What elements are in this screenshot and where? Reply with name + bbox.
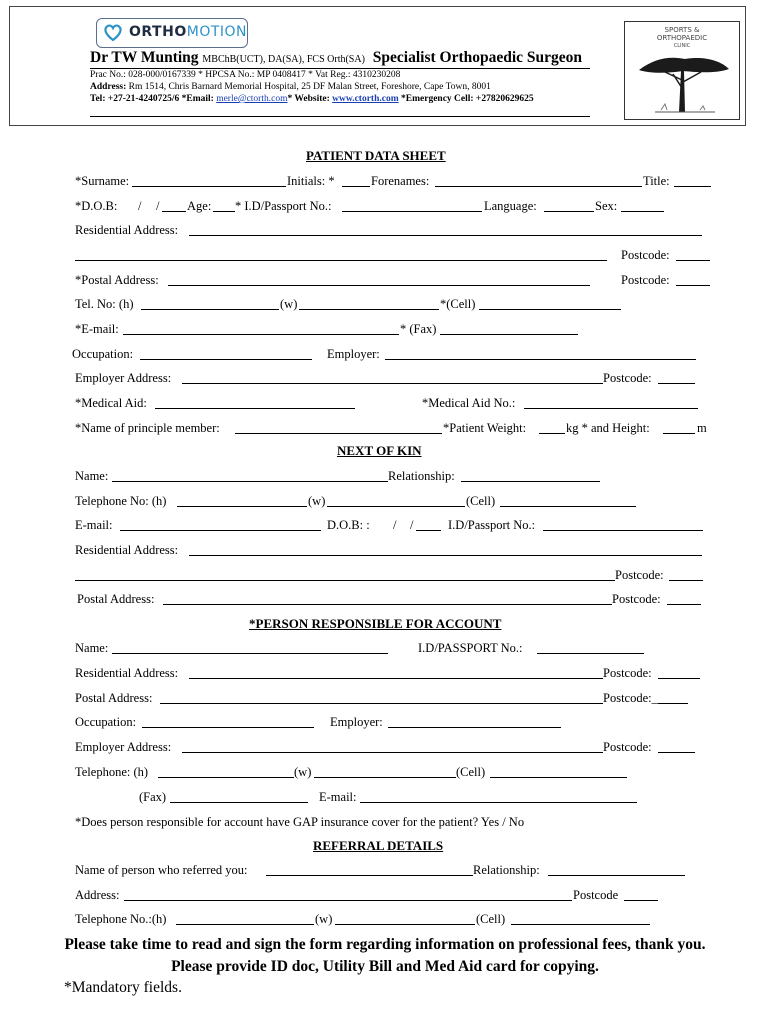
doctor-specialty: Specialist Orthopaedic Surgeon (372, 49, 583, 66)
cell-label: *(Cell) (440, 297, 476, 311)
nok-name-label: Name: (75, 469, 109, 483)
dob-year-field[interactable] (162, 211, 186, 212)
residential-address-field[interactable] (189, 235, 702, 236)
postal-postcode-label: Postcode: (621, 273, 670, 287)
tel-work-label: (w) (280, 297, 298, 311)
referrer-name-label: Name of person who referred you: (75, 863, 248, 877)
nok-residential-address-field-2[interactable] (75, 580, 615, 581)
forenames-field[interactable] (435, 186, 642, 187)
doctor-qualifications: MBChB(UCT), DA(SA), FCS Orth(SA) (202, 54, 365, 65)
resp-email-field[interactable] (360, 802, 637, 803)
postal-postcode-field[interactable] (676, 285, 710, 286)
book-title-line-3: CLINIC (673, 43, 691, 49)
referrer-relationship-label: Relationship: (473, 863, 540, 877)
email-field[interactable] (123, 334, 399, 335)
address-value: Rm 1514, Chris Barnard Memorial Hospital, 25 DF Malan Street, Foreshore, Cape Town, 8001 (128, 82, 491, 92)
responsible-section-title: *PERSON RESPONSIBLE FOR ACCOUNT (249, 616, 502, 631)
initials-field[interactable] (342, 186, 370, 187)
mandatory-fields-note: *Mandatory fields. (64, 979, 182, 996)
language-label: Language: (484, 199, 537, 213)
employer-postcode-label: Postcode: (603, 371, 652, 385)
referrer-tel-work-field[interactable] (335, 924, 475, 925)
nok-id-passport-label: I.D/Passport No.: (448, 518, 536, 532)
resp-postal-postcode-field[interactable] (658, 703, 688, 704)
resp-id-passport-label: I.D/PASSPORT No.: (418, 641, 523, 655)
referrer-postcode-field[interactable] (624, 900, 658, 901)
tel-label: Tel: (90, 94, 106, 104)
resp-employer-postcode-label: Postcode: (603, 740, 652, 754)
referrer-address-field[interactable] (124, 900, 572, 901)
nok-postal-address-label: Postal Address: (77, 592, 155, 606)
nok-dob-separator-1: / (393, 518, 397, 532)
contact-line (90, 94, 534, 104)
nok-dob-separator-2: / (410, 518, 414, 532)
referrer-tel-home-label: Telephone No.:(h) (75, 912, 167, 926)
emergency-cell: *Emergency Cell: +27820629625 (401, 94, 534, 104)
resp-name-label: Name: (75, 641, 109, 655)
registration-line: Prac No.: 028-000/0167339 * HPCSA No.: MP 0408417 * Vat Reg.: 4310230208 (90, 70, 401, 80)
resp-employer-field[interactable] (388, 727, 561, 728)
fax-field[interactable] (440, 334, 578, 335)
nok-dob-year-field[interactable] (416, 530, 441, 531)
cell-field[interactable] (479, 309, 621, 310)
age-field[interactable] (213, 211, 235, 212)
resp-tel-work-field[interactable] (314, 777, 456, 778)
acacia-tree-icon (625, 22, 739, 119)
initials-label: Initials: * (287, 174, 335, 188)
referrer-address-label: Address: (75, 888, 120, 902)
website-link[interactable]: www.ctorth.com (332, 94, 399, 104)
email-label: *Email: (181, 94, 214, 104)
referrer-tel-home-field[interactable] (176, 924, 314, 925)
dob-label: *D.O.B: (75, 199, 118, 213)
height-unit: m (697, 421, 707, 435)
referrer-postcode-label: Postcode (573, 888, 619, 902)
resp-occupation-field[interactable] (142, 727, 314, 728)
surname-label: *Surname: (75, 174, 130, 188)
resp-postal-address-label: Postal Address: (75, 691, 153, 705)
employer-address-field[interactable] (182, 383, 603, 384)
employer-address-label: Employer Address: (75, 371, 172, 385)
referrer-relationship-field[interactable] (548, 875, 685, 876)
nok-tel-work-label: (w) (308, 494, 326, 508)
principle-member-label: *Name of principle member: (75, 421, 220, 435)
nok-residential-address-label: Residential Address: (75, 543, 179, 557)
nok-residential-postcode-field[interactable] (669, 580, 703, 581)
resp-employer-address-label: Employer Address: (75, 740, 172, 754)
resp-fax-field[interactable] (170, 802, 308, 803)
residential-address-label: Residential Address: (75, 223, 179, 237)
referrer-tel-work-label: (w) (315, 912, 333, 926)
postal-address-field[interactable] (168, 285, 590, 286)
resp-postal-address-field[interactable] (160, 703, 603, 704)
resp-id-passport-field[interactable] (537, 653, 644, 654)
resp-fax-label: (Fax) (139, 790, 167, 804)
nok-tel-home-field[interactable] (177, 506, 307, 507)
nok-relationship-field[interactable] (461, 481, 600, 482)
employer-postcode-field[interactable] (658, 383, 695, 384)
logo-heart-icon (103, 23, 123, 43)
patient-weight-field[interactable] (539, 433, 565, 434)
book-title-line-1: SPORTS & (664, 26, 700, 34)
sex-label: Sex: (595, 199, 618, 213)
nok-email-label: E-mail: (75, 518, 113, 532)
email-link[interactable]: merle@ctorth.com (216, 94, 288, 104)
patient-weight-label: *Patient Weight: (443, 421, 527, 435)
resp-residential-address-label: Residential Address: (75, 666, 179, 680)
resp-tel-work-label: (w) (294, 765, 312, 779)
logo-text-motion: MOTION (186, 24, 248, 40)
tel-home-field[interactable] (141, 309, 279, 310)
resp-name-field[interactable] (112, 653, 388, 654)
tel-home-label: Tel. No: (h) (75, 297, 134, 311)
resp-employer-label: Employer: (330, 715, 383, 729)
language-field[interactable] (544, 211, 594, 212)
tel-work-field[interactable] (299, 309, 439, 310)
header-rule-bottom (90, 116, 590, 117)
medical-aid-no-label: *Medical Aid No.: (422, 396, 516, 410)
fees-notice: Please take time to read and sign the form regarding information on professional fees, thank you. (64, 936, 706, 953)
nok-tel-home-label: Telephone No: (h) (75, 494, 167, 508)
residential-address-field-2[interactable] (75, 260, 607, 261)
nok-postal-address-field[interactable] (163, 604, 612, 605)
id-passport-field[interactable] (342, 211, 482, 212)
nok-postal-postcode-label: Postcode: (612, 592, 661, 606)
resp-cell-field[interactable] (490, 777, 627, 778)
surname-field[interactable] (132, 186, 286, 187)
nok-tel-work-field[interactable] (327, 506, 465, 507)
tel-value: +27-21-4240725/6 (107, 94, 180, 104)
employer-field[interactable] (385, 359, 696, 360)
resp-tel-home-field[interactable] (158, 777, 294, 778)
medical-aid-no-field[interactable] (524, 408, 698, 409)
doctor-name: Dr TW Munting (90, 49, 199, 66)
logo-text (129, 24, 247, 40)
title-field[interactable] (674, 186, 711, 187)
nok-postal-postcode-field[interactable] (667, 604, 701, 605)
orthomotion-logo (96, 18, 248, 48)
height-field[interactable] (663, 433, 695, 434)
email-label: *E-mail: (75, 322, 119, 336)
nok-residential-address-field[interactable] (189, 555, 702, 556)
resp-residential-postcode-label: Postcode: (603, 666, 652, 680)
website-label: * Website: (287, 94, 330, 104)
nok-dob-label: D.O.B: : (327, 518, 370, 532)
employer-label: Employer: (327, 347, 380, 361)
referral-section-title: REFERRAL DETAILS (313, 838, 444, 853)
resp-residential-postcode-field[interactable] (658, 678, 700, 679)
referrer-cell-label: (Cell) (476, 912, 506, 926)
patient-section-title: PATIENT DATA SHEET (306, 148, 446, 163)
referrer-name-field[interactable] (266, 875, 473, 876)
next-of-kin-section-title: NEXT OF KIN (337, 443, 422, 458)
address-label: Address: (90, 82, 127, 92)
referrer-cell-field[interactable] (511, 924, 650, 925)
resp-occupation-label: Occupation: (75, 715, 137, 729)
gap-insurance-question: *Does person responsible for account have GAP insurance cover for the patient? Yes / No (75, 815, 525, 829)
book-cover-image (624, 21, 740, 120)
dob-separator-2: / (156, 199, 160, 213)
sex-field[interactable] (621, 211, 664, 212)
book-title-line-2: ORTHOPAEDIC (656, 34, 708, 42)
residential-postcode-label: Postcode: (621, 248, 670, 262)
id-passport-label: * I.D/Passport No.: (235, 199, 332, 213)
resp-email-label: E-mail: (319, 790, 357, 804)
nok-cell-label: (Cell) (466, 494, 496, 508)
occupation-field[interactable] (140, 359, 312, 360)
resp-tel-home-label: Telephone: (h) (75, 765, 149, 779)
postal-address-label: *Postal Address: (75, 273, 159, 287)
title-label: Title: (643, 174, 670, 188)
header-rule-top (90, 68, 590, 69)
age-label: Age: (187, 199, 212, 213)
resp-cell-label: (Cell) (456, 765, 486, 779)
documents-notice: Please provide ID doc, Utility Bill and Med Aid card for copying. (171, 958, 599, 975)
doctor-line (90, 49, 582, 67)
height-label: kg * and Height: (566, 421, 650, 435)
resp-employer-address-field[interactable] (182, 752, 603, 753)
fax-label: * (Fax) (400, 322, 437, 336)
nok-residential-postcode-label: Postcode: (615, 568, 664, 582)
residential-postcode-field[interactable] (676, 260, 710, 261)
letterhead (9, 6, 746, 126)
resp-postal-postcode-label: Postcode:_ (603, 691, 658, 705)
nok-name-field[interactable] (112, 481, 388, 482)
nok-cell-field[interactable] (500, 506, 636, 507)
nok-id-passport-field[interactable] (543, 530, 703, 531)
nok-email-field[interactable] (120, 530, 321, 531)
nok-relationship-label: Relationship: (388, 469, 455, 483)
principle-member-field[interactable] (235, 433, 442, 434)
address-line (90, 82, 491, 92)
medical-aid-field[interactable] (155, 408, 355, 409)
logo-text-ortho: ORTHO (129, 24, 187, 40)
forenames-label: Forenames: (371, 174, 430, 188)
dob-separator-1: / (138, 199, 142, 213)
occupation-label: Occupation: (72, 347, 134, 361)
resp-residential-address-field[interactable] (189, 678, 603, 679)
medical-aid-label: *Medical Aid: (75, 396, 147, 410)
resp-employer-postcode-field[interactable] (658, 752, 695, 753)
